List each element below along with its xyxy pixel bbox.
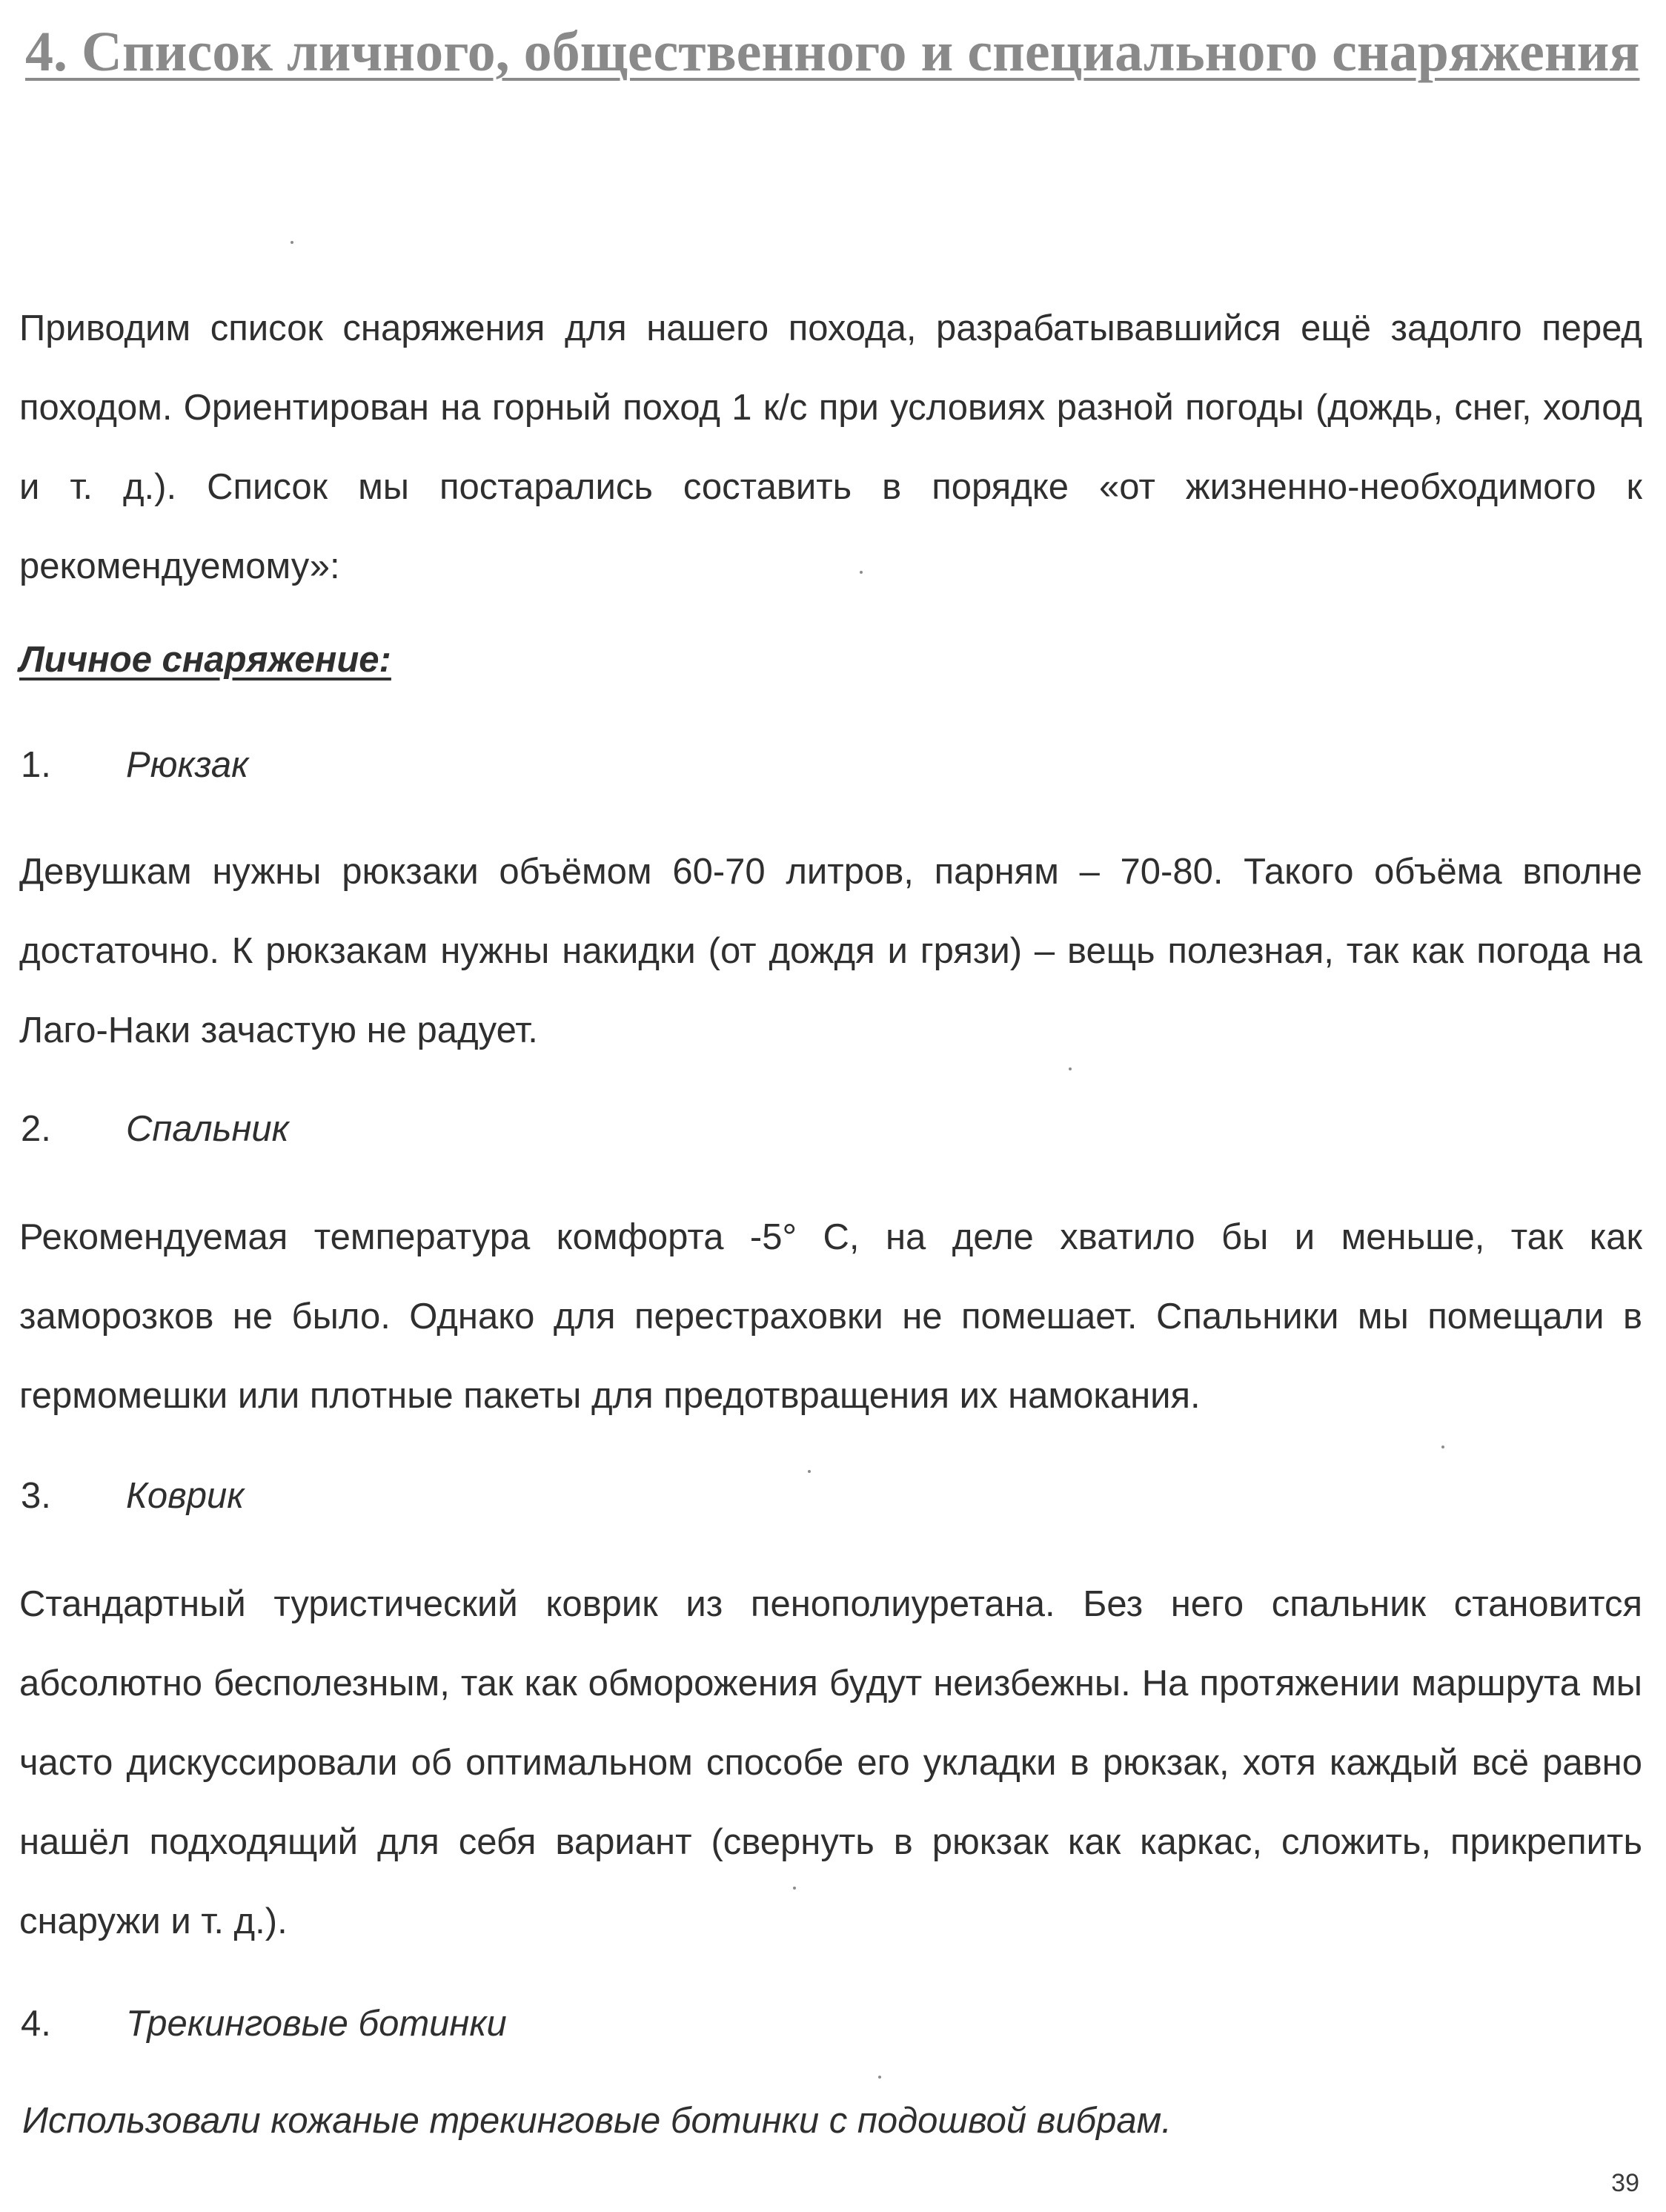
scan-speck [1441,1446,1444,1448]
list-item-heading [21,1108,289,1150]
item-name: Рюкзак [126,745,249,785]
list-item-heading [21,2003,507,2044]
item-name: Коврик [126,1476,245,1516]
page-number: 39 [1611,2169,1639,2197]
item-number: 1. [21,745,51,785]
item-description: Рекомендуемая температура комфорта -5° С, на деле хватило бы и меньше, так как заморозков не было. Однако для перестраховки не помешает. Спальники мы помещали в гермомешки или плотные пакеты для предотвращения их намокания. [19,1217,1642,1416]
item-number: 2. [21,1109,51,1149]
item-name: Спальник [126,1109,289,1149]
scan-speck [808,1470,811,1473]
item-name: Трекинговые ботинки [126,2004,507,2044]
list-item-heading [21,744,248,786]
item-number: 3. [21,1476,51,1516]
item-description: Девушкам нужны рюкзаки объёмом 60-70 литров, парням – 70-80. Такого объёма вполне достаточно. К рюкзакам нужны накидки (от дождя и грязи) – вещь полезная, так как погода на Лаго-Наки зачастую не радует. [19,852,1642,1050]
item-description: Стандартный туристический коврик из пенополиуретана. Без него спальник становится абсолютно бесполезным, так как обморожения будут неизбежны. На протяжении маршрута мы часто дискуссировали об оптимальном способе его укладки в рюкзак, хотя каждый всё равно нашёл подходящий для себя вариант (свернуть в рюкзак как каркас, сложить, прикрепить снаружи и т. д.). [19,1584,1642,1941]
page-title: 4. Список личного, общественного и специального снаряжения [25,21,1640,83]
scan-speck [878,2076,881,2079]
item-description: Использовали кожаные трекинговые ботинки с подошвой вибрам. [22,2101,1172,2141]
list-item-heading [21,1475,244,1517]
scan-speck [291,241,293,244]
scan-speck [793,1887,796,1890]
scan-speck [1069,1067,1072,1070]
section-heading: Личное снаряжение: [19,640,391,680]
scan-speck [860,571,863,574]
intro-paragraph: Приводим список снаряжения для нашего похода, разрабатывавшийся ещё задолго перед походом. Ориентирован на горный поход 1 к/с при условиях разной погоды (дождь, снег, холод и т. д.). Список мы постарались составить в порядке «от жизненно-необходимого к рекомендуемому»: [19,308,1642,586]
item-number: 4. [21,2004,51,2044]
